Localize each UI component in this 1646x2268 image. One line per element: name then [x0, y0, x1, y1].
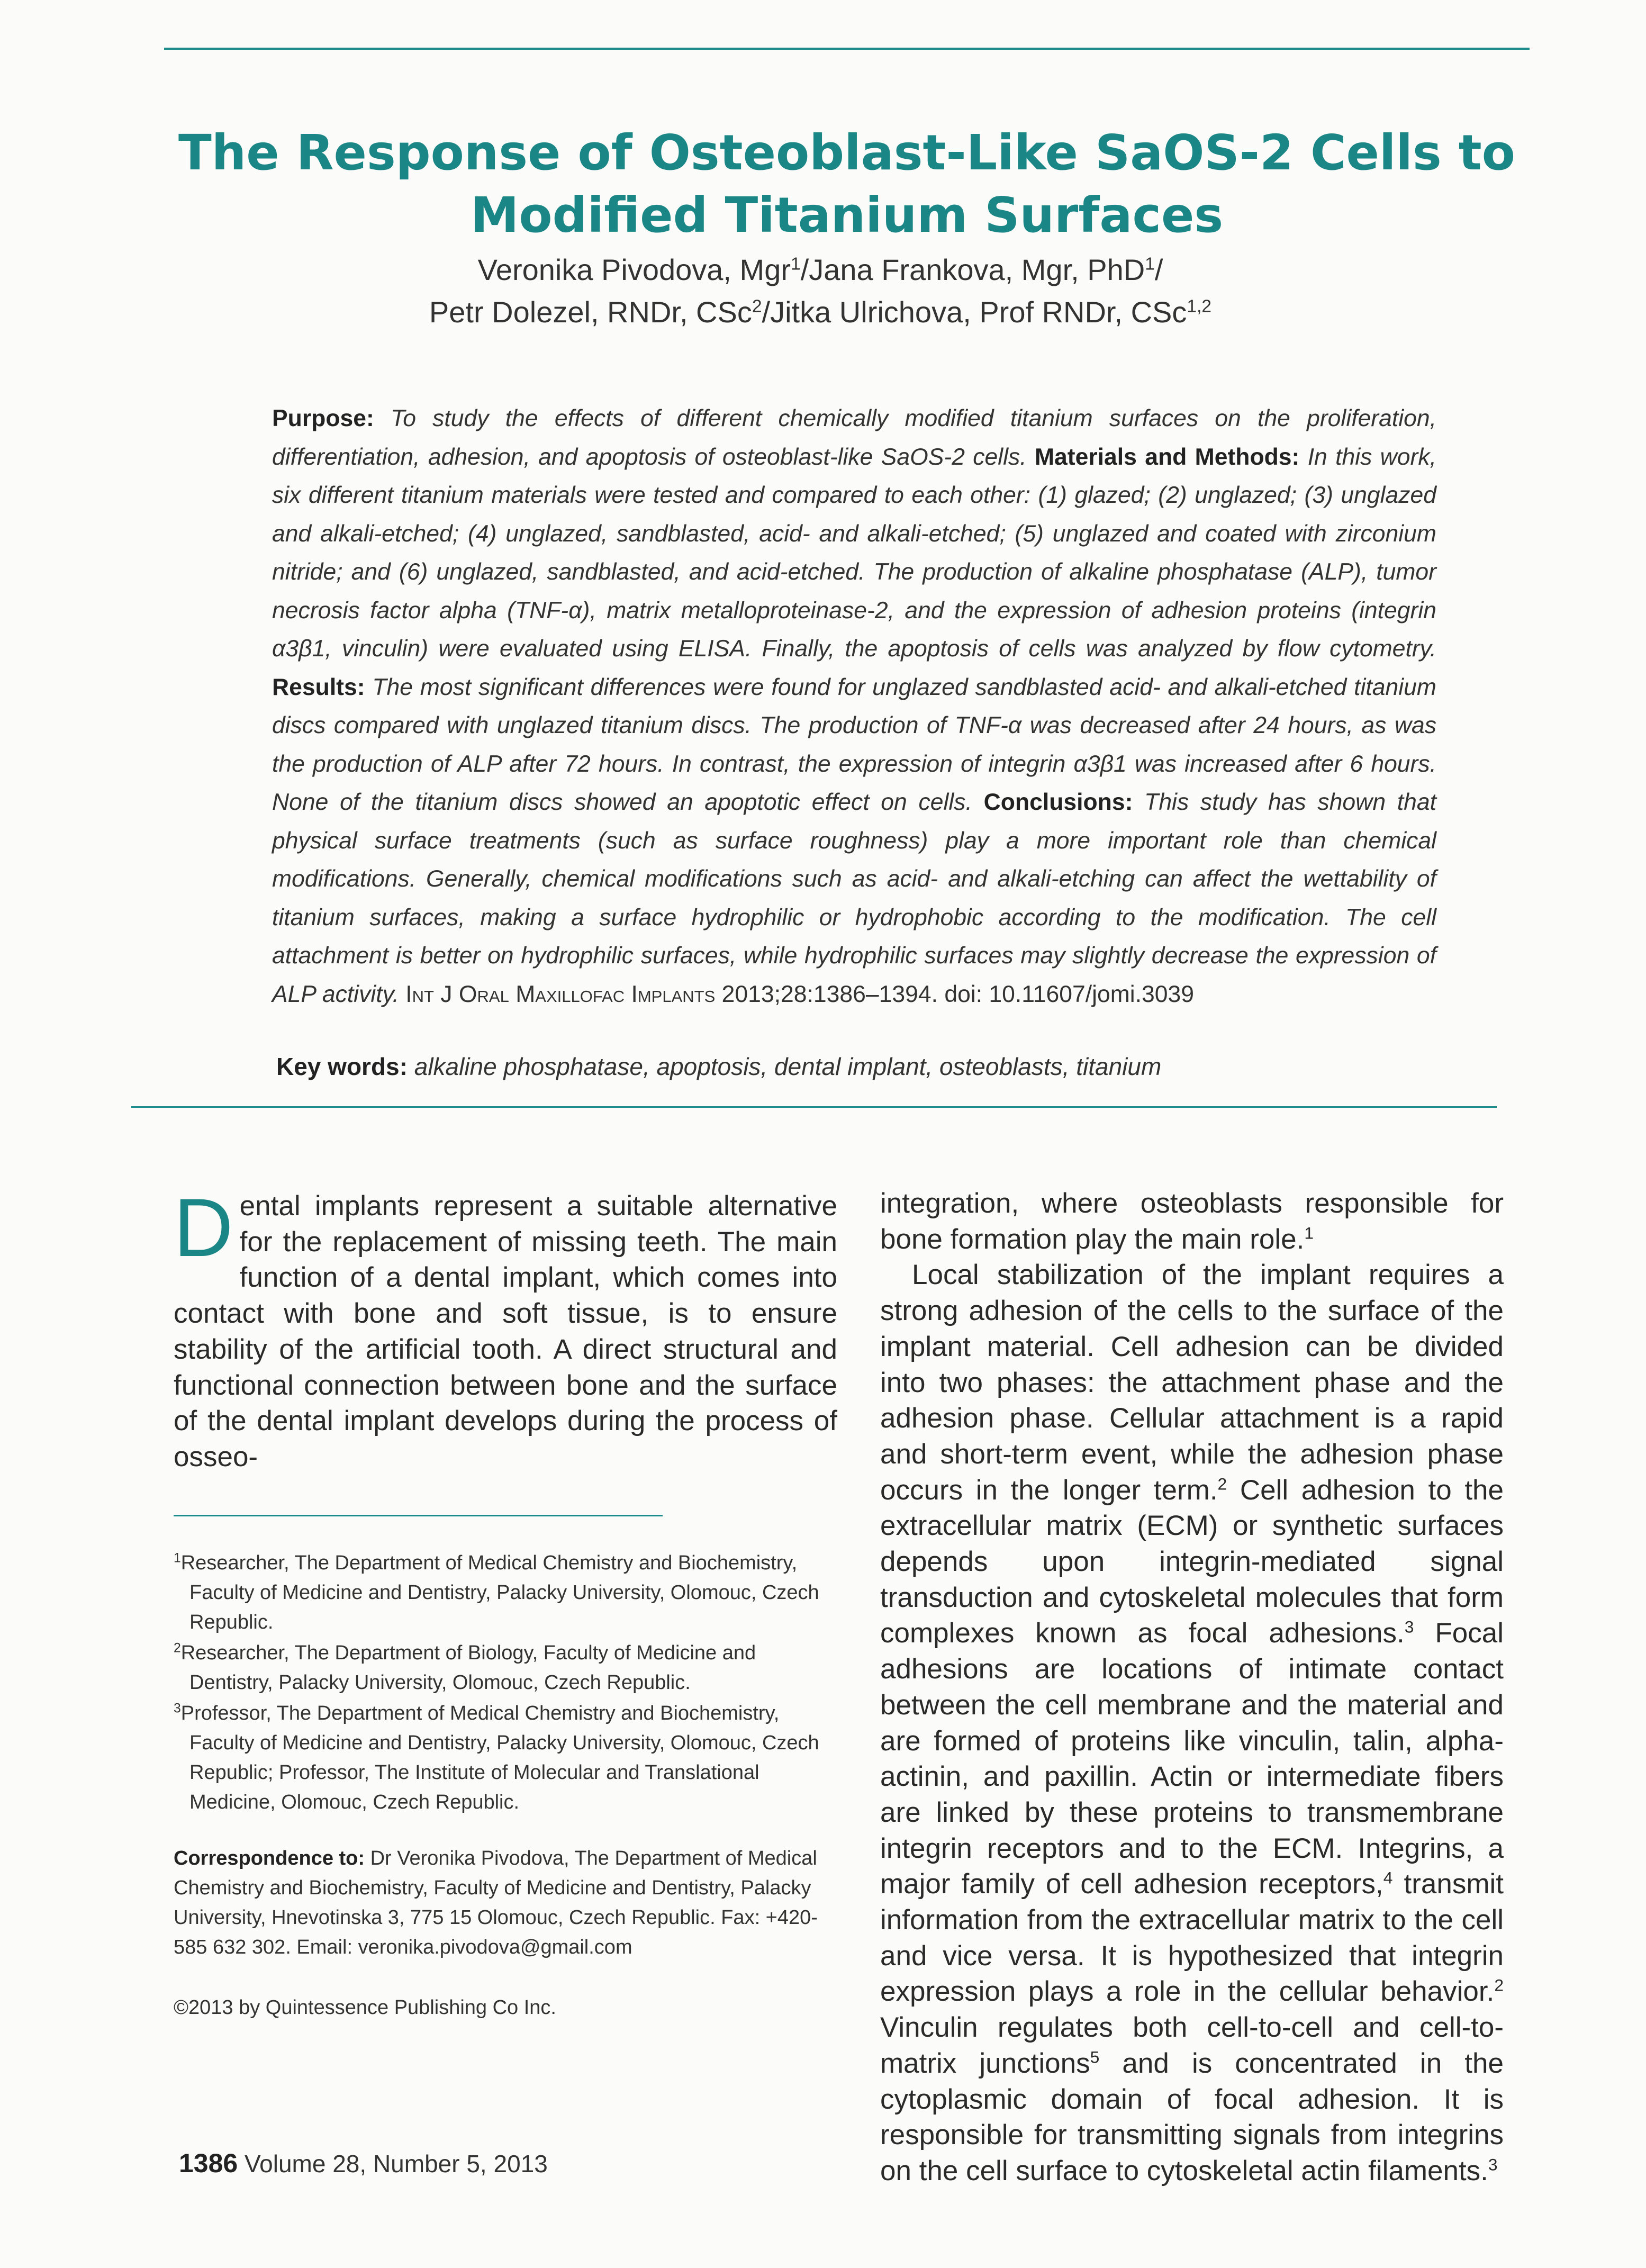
correspondence — [174, 1844, 837, 1962]
page-footer — [179, 2148, 548, 2179]
footnote-1 — [174, 1548, 837, 1637]
continued-text: integration, where osteoblasts responsible for bone formation play the main role. — [880, 1188, 1504, 1255]
drop-cap: D — [174, 1182, 233, 1274]
purpose-text: To study the effects of different chemically modified titanium surfaces on the proliferation, differentiation, adhesion, and apoptosis of osteoblast-like SaOS-2 cells. — [272, 405, 1436, 470]
adhesion-text-c: Focal adhesions are locations of intimate contact between the cell membrane and the material and are formed of proteins like vinculin, talin, alpha-actinin, and paxillin. Actin or intermediate fibers are linked by these proteins to transmembrane integrin receptors and to the ECM. Integrins, a major family of cell adhesion receptors, — [880, 1618, 1504, 1900]
author-4: /Jitka Ulrichova, Prof RNDr, CSc — [762, 295, 1187, 329]
keywords-text: alkaline phosphatase, apoptosis, dental implant, osteoblasts, titanium — [407, 1053, 1162, 1080]
ref-5: 5 — [1090, 2047, 1100, 2067]
footnotes — [174, 1548, 837, 2022]
author-line-1 — [212, 249, 1429, 291]
author-separator: / — [1154, 253, 1163, 286]
top-rule — [164, 48, 1530, 50]
paragraph-adhesion — [880, 1257, 1504, 2189]
title-line-2: Modified Titanium Surfaces — [470, 187, 1224, 243]
ref-3b: 3 — [1488, 2155, 1498, 2174]
footnote-2 — [174, 1638, 837, 1697]
ref-4: 4 — [1383, 1868, 1393, 1887]
section-rule — [131, 1106, 1497, 1108]
methods-label: Materials and Methods: — [1034, 444, 1300, 470]
keywords — [276, 1051, 1441, 1082]
results-label: Results: — [272, 674, 365, 700]
correspondence-text: Dr Veronika Pivodova, The Department of Medical Chemistry and Biochemistry, Faculty of Medicine and Dentistry, Palacky University, Hnevotinska 3, 775 15 Olomouc, Czech Republic. Fax: +420-585 632 302. Email: veronika.pivodova@gmail.com — [174, 1847, 818, 1958]
footnote-3-text: Professor, The Department of Medical Chemistry and Biochemistry, Faculty of Medicine and Dentistry, Palacky University, Olomouc, Czech Republic; Professor, The Institute of Molecular and Translational Medicine, Olomouc, Czech Republic. — [180, 1702, 819, 1813]
abstract — [272, 400, 1436, 1014]
author-2-affil: 1 — [1145, 254, 1155, 274]
author-1: Veronika Pivodova, Mgr — [477, 253, 791, 286]
ref-2b: 2 — [1494, 1975, 1504, 1995]
article-title — [159, 122, 1535, 247]
ref-1: 1 — [1304, 1223, 1314, 1243]
conclusions-label: Conclusions: — [983, 789, 1133, 815]
adhesion-text-a: Local stabilization of the implant requires a strong adhesion of the cells to the surface of the implant material. Cell adhesion can be divided into two phases: the attachment phase and the adhesion phase. Cellular attachment is a rapid and short-term event, while the adhesion phase occurs in the longer term. — [880, 1259, 1504, 1506]
methods-text: In this work, six different titanium materials were tested and compared to each other: (1) glazed; (2) unglazed; (3) unglazed and alkali-etched; (4) unglazed, sandblasted, acid- and alkali-etched; (5) unglazed and coated with zirconium nitride; and (6) unglazed, sandblasted, and acid-etched. The production of alkaline phosphatase (ALP), tumor necrosis factor alpha (TNF-α), matrix metalloproteinase-2, and the expression of adhesion proteins (integrin α3β1, vinculin) were evaluated using ELISA. Finally, the apoptosis of cells was analyzed by flow cytometry. — [272, 444, 1436, 662]
adhesion-text-d: transmit information from the extracellular matrix to the cell and vice versa. It is hypothesized that integrin expression plays a role in the cellular behavior. — [880, 1868, 1504, 2008]
ref-2: 2 — [1217, 1474, 1227, 1493]
body-column-left — [174, 1182, 837, 1475]
adhesion-text-f: and is concentrated in the cytoplasmic domain of focal adhesion. It is responsible for transmitting signals from integrins on the cell surface to cytoskeletal actin filaments. — [880, 2047, 1504, 2186]
footnote-1-number: 1 — [174, 1551, 181, 1566]
author-line-2 — [212, 291, 1429, 333]
purpose-label: Purpose: — [272, 405, 374, 431]
body-column-right — [880, 1186, 1504, 2189]
title-line-1: The Response of Osteoblast-Like SaOS-2 Cells to — [178, 124, 1515, 181]
paragraph-continued — [880, 1186, 1504, 1257]
adhesion-text-e: Vinculin regulates both cell-to-cell and cell-to-matrix junctions — [880, 2012, 1504, 2079]
author-3-affil: 2 — [752, 296, 762, 317]
journal-name: Int J Oral Maxillofac Implants — [405, 981, 716, 1007]
conclusions-text: This study has shown that physical surface treatments (such as surface roughness) play a more important role than chemical modifications. Generally, chemical modifications such as acid- and alkali-etching can affect the wettability of titanium surfaces, making a surface hydrophilic or hydrophobic according to the modification. The cell attachment is better on hydrophilic surfaces, while hydrophilic surfaces may slightly decrease the expression of ALP activity. — [272, 789, 1437, 1007]
issue-info: Volume 28, Number 5, 2013 — [238, 2150, 548, 2177]
author-1-affil: 1 — [790, 254, 801, 274]
page-number: 1386 — [179, 2148, 238, 2178]
footnote-3 — [174, 1698, 837, 1817]
copyright: ©2013 by Quintessence Publishing Co Inc. — [174, 1996, 556, 2019]
intro-text: ental implants represent a suitable alternative for the replacement of missing teeth. The main function of a dental implant, which comes into contact with bone and soft tissue, is to ensure stability of the artificial tooth. A direct structural and functional connection between bone and the surface of the dental implant develops during the process of osseo- — [174, 1190, 837, 1472]
footnote-3-number: 3 — [174, 1701, 181, 1716]
adhesion-text-b: Cell adhesion to the extracellular matrix (ECM) or synthetic surfaces depends upon integrin-mediated signal transduction and cytoskeletal molecules that form complexes known as focal adhesions. — [880, 1474, 1504, 1649]
ref-3: 3 — [1404, 1617, 1414, 1637]
author-list — [212, 249, 1429, 333]
citation: 2013;28:1386–1394. doi: 10.11607/jomi.3039 — [715, 981, 1195, 1007]
results-text: The most significant differences were found for unglazed sandblasted acid- and alkali-etched titanium discs compared with unglazed titanium discs. The production of TNF-α was decreased after 24 hours, as was the production of ALP after 72 hours. In contrast, the expression of integrin α3β1 was increased after 6 hours. None of the titanium discs showed an apoptotic effect on cells. — [272, 674, 1436, 815]
footnote-2-text: Researcher, The Department of Biology, Faculty of Medicine and Dentistry, Palacky University, Olomouc, Czech Republic. — [180, 1642, 756, 1694]
author-2: /Jana Frankova, Mgr, PhD — [800, 253, 1145, 286]
intro-paragraph — [174, 1182, 837, 1475]
footnote-rule — [174, 1515, 663, 1516]
correspondence-label: Correspondence to: — [174, 1847, 365, 1869]
footnote-2-number: 2 — [174, 1641, 181, 1656]
author-4-affil: 1,2 — [1187, 296, 1212, 317]
author-3: Petr Dolezel, RNDr, CSc — [429, 295, 752, 329]
footnote-1-text: Researcher, The Department of Medical Chemistry and Biochemistry, Faculty of Medicine and Dentistry, Palacky University, Olomouc, Czech Republic. — [180, 1552, 819, 1633]
keywords-label: Key words: — [276, 1053, 408, 1080]
